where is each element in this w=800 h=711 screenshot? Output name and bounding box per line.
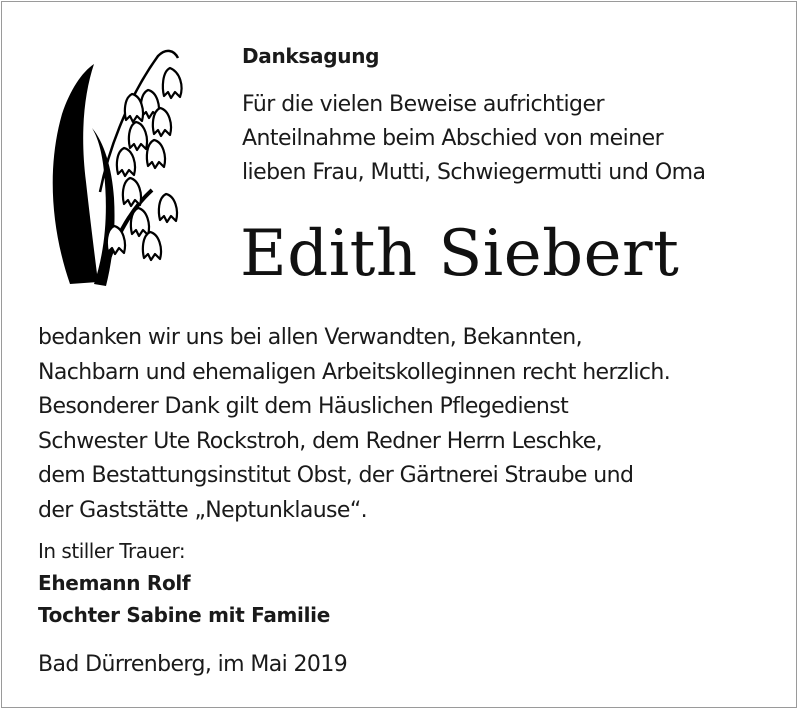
body-line: Besonderer Dank gilt dem Häuslichen Pflegedienst bbox=[38, 394, 569, 419]
body-line: der Gaststätte „Neptunklause“. bbox=[38, 497, 368, 523]
intro-line: lieben Frau, Mutti, Schwiegermutti und Oma bbox=[242, 160, 706, 185]
intro-text bbox=[242, 88, 706, 190]
obituary-notice bbox=[1, 1, 797, 708]
body-line: Nachbarn und ehemaligen Arbeitskolleginnen recht herzlich. bbox=[38, 359, 671, 385]
body-line: bedanken wir uns bei allen Verwandten, Bekannten, bbox=[38, 325, 583, 350]
heading: Danksagung bbox=[242, 44, 380, 68]
intro-line: Anteilnahme beim Abschied von meiner bbox=[242, 126, 664, 151]
mourner-name: Ehemann Rolf bbox=[38, 571, 191, 595]
mourning-label: In stiller Trauer: bbox=[38, 539, 186, 563]
body-text bbox=[38, 321, 670, 528]
lily-of-the-valley-icon bbox=[40, 42, 188, 290]
place-date: Bad Dürrenberg, im Mai 2019 bbox=[38, 652, 348, 677]
body-line: Schwester Ute Rockstroh, dem Redner Herrn Leschke, bbox=[38, 428, 603, 454]
body-line: dem Bestattungsinstitut Obst, der Gärtnerei Straube und bbox=[38, 463, 634, 488]
mourner-name: Tochter Sabine mit Familie bbox=[38, 603, 330, 627]
signature-block bbox=[38, 535, 330, 631]
intro-line: Für die vielen Beweise aufrichtiger bbox=[242, 92, 604, 117]
deceased-name: Edith Siebert bbox=[240, 217, 680, 291]
